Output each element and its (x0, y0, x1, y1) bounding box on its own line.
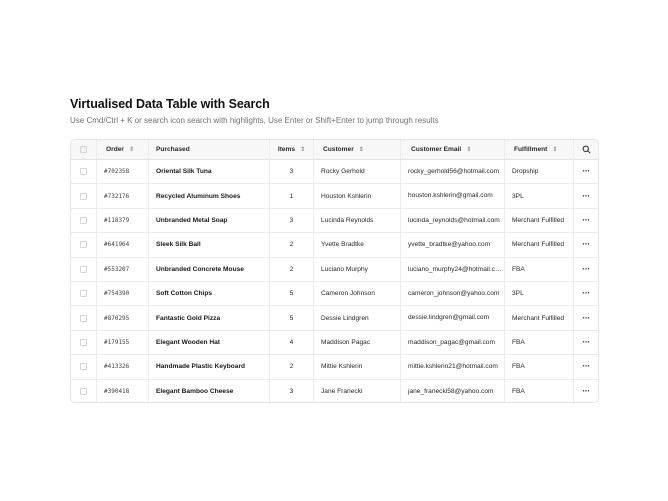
row-checkbox-cell (71, 306, 96, 329)
more-horizontal-icon[interactable]: ··· (582, 361, 590, 372)
table-row[interactable] (71, 209, 598, 233)
items-cell: 2 (269, 355, 313, 378)
row-checkbox-cell (71, 160, 96, 183)
more-horizontal-icon[interactable]: ··· (582, 386, 590, 397)
more-horizontal-icon[interactable]: ··· (582, 239, 590, 250)
row-menu-cell (573, 184, 598, 207)
page-subtitle: Use Cmd/Ctrl + K or search icon search with highlights, Use Enter or Shift+Enter to jump through results (70, 116, 439, 125)
row-menu-cell (573, 331, 598, 354)
table-row[interactable] (71, 380, 598, 403)
purchased-cell: Elegant Bamboo Cheese (148, 380, 269, 403)
customer-cell: Maddison Pagac (313, 331, 400, 354)
select-all-checkbox[interactable] (80, 146, 87, 153)
customer-email-cell: maddison_pagac@gmail.com (400, 331, 504, 354)
more-horizontal-icon[interactable]: ··· (582, 312, 590, 323)
header-checkbox-cell (71, 140, 96, 159)
items-cell: 5 (269, 282, 313, 305)
customer-cell: Jane Franecki (313, 380, 400, 403)
purchased-cell: Unbranded Concrete Mouse (148, 258, 269, 281)
fulfillment-cell: 3PL (504, 184, 573, 207)
row-menu-cell (573, 380, 598, 403)
row-checkbox-cell (71, 233, 96, 256)
row-checkbox-cell (71, 282, 96, 305)
data-table (70, 139, 599, 403)
header-search-cell (573, 140, 598, 159)
row-checkbox-cell (71, 209, 96, 232)
more-horizontal-icon[interactable]: ··· (582, 336, 590, 347)
table-row[interactable] (71, 160, 598, 184)
row-checkbox[interactable] (80, 241, 87, 248)
header-fulfillment-label: Fulfillment (514, 146, 548, 153)
row-checkbox[interactable] (80, 363, 87, 370)
purchased-cell: Oriental Silk Tuna (148, 160, 269, 183)
table-row[interactable] (71, 306, 598, 330)
sort-icon[interactable]: ⇕ (466, 146, 472, 153)
purchased-cell: Recycled Aluminum Shoes (148, 184, 269, 207)
row-checkbox[interactable] (80, 217, 87, 224)
customer-cell: Rocky Gerhold (313, 160, 400, 183)
header-purchased (148, 140, 269, 159)
items-cell: 4 (269, 331, 313, 354)
row-menu-cell (573, 282, 598, 305)
customer-cell: Cameron Johnson (313, 282, 400, 305)
order-cell: #390418 (96, 380, 148, 403)
header-items-label: Items (277, 146, 296, 153)
row-checkbox[interactable] (80, 339, 87, 346)
more-horizontal-icon[interactable]: ··· (582, 288, 590, 299)
fulfillment-cell: Merchant Fulfilled (504, 209, 573, 232)
row-checkbox-cell (71, 331, 96, 354)
items-cell: 2 (269, 258, 313, 281)
sort-icon[interactable]: ⇕ (552, 146, 558, 153)
sort-icon[interactable]: ⇕ (358, 146, 364, 153)
header-order[interactable] (96, 140, 148, 159)
row-menu-cell (573, 306, 598, 329)
table-row[interactable] (71, 331, 598, 355)
row-menu-cell (573, 160, 598, 183)
fulfillment-cell: Merchant Fulfilled (504, 233, 573, 256)
purchased-cell: Elegant Wooden Hat (148, 331, 269, 354)
more-horizontal-icon[interactable]: ··· (582, 263, 590, 274)
items-cell: 2 (269, 233, 313, 256)
row-checkbox[interactable] (80, 193, 87, 200)
row-checkbox[interactable] (80, 168, 87, 175)
more-horizontal-icon[interactable]: ··· (582, 214, 590, 225)
header-items[interactable] (269, 140, 313, 159)
purchased-cell: Sleek Silk Ball (148, 233, 269, 256)
sort-icon[interactable]: ⇕ (300, 146, 306, 153)
customer-cell: Lucinda Reynolds (313, 209, 400, 232)
table-row[interactable] (71, 258, 598, 282)
items-cell: 3 (269, 380, 313, 403)
order-cell: #179155 (96, 331, 148, 354)
fulfillment-cell: Merchant Fulfilled (504, 306, 573, 329)
page-title: Virtualised Data Table with Search (70, 97, 270, 111)
customer-email-cell: lucinda_reynolds@hotmail.com (400, 209, 504, 232)
header-fulfillment[interactable] (504, 140, 573, 159)
purchased-cell: Soft Cotton Chips (148, 282, 269, 305)
order-cell: #641964 (96, 233, 148, 256)
row-menu-cell (573, 355, 598, 378)
row-menu-cell (573, 258, 598, 281)
row-checkbox[interactable] (80, 388, 87, 395)
header-email-label: Customer Email (411, 146, 462, 153)
header-customer-email[interactable] (400, 140, 504, 159)
row-menu-cell (573, 209, 598, 232)
sort-icon[interactable]: ⇕ (128, 146, 134, 153)
items-cell: 3 (269, 209, 313, 232)
row-checkbox[interactable] (80, 290, 87, 297)
fulfillment-cell: FBA (504, 258, 573, 281)
search-icon[interactable] (582, 145, 591, 154)
purchased-cell: Handmade Plastic Keyboard (148, 355, 269, 378)
customer-email-cell: houston.kshlerin@gmail.com (400, 184, 504, 207)
header-customer[interactable] (313, 140, 400, 159)
fulfillment-cell: Dropship (504, 160, 573, 183)
purchased-cell: Unbranded Metal Soap (148, 209, 269, 232)
customer-cell: Mittie Kshlerin (313, 355, 400, 378)
customer-email-cell: jane_franecki58@yahoo.com (400, 380, 504, 403)
customer-cell: Houston Kshlerin (313, 184, 400, 207)
order-cell: #754390 (96, 282, 148, 305)
customer-cell: Luciano Murphy (313, 258, 400, 281)
row-checkbox-cell (71, 184, 96, 207)
items-cell: 1 (269, 184, 313, 207)
table-row[interactable] (71, 233, 598, 257)
fulfillment-cell: FBA (504, 380, 573, 403)
order-cell: #870295 (96, 306, 148, 329)
order-cell: #732176 (96, 184, 148, 207)
header-customer-label: Customer (323, 146, 354, 153)
row-menu-cell (573, 233, 598, 256)
customer-email-cell: mittie.kshlerin21@hotmail.com (400, 355, 504, 378)
fulfillment-cell: 3PL (504, 282, 573, 305)
table-row[interactable] (71, 184, 598, 208)
more-horizontal-icon[interactable]: ··· (582, 190, 590, 201)
order-cell: #702358 (96, 160, 148, 183)
row-checkbox-cell (71, 380, 96, 403)
items-cell: 5 (269, 306, 313, 329)
items-cell: 3 (269, 160, 313, 183)
table-header-row (71, 140, 598, 160)
customer-email-cell: dessie.lindgren@gmail.com (400, 306, 504, 329)
table-row[interactable] (71, 355, 598, 379)
order-cell: #553207 (96, 258, 148, 281)
customer-email-cell: luciano_murphy24@hotmail.com (400, 258, 504, 281)
row-checkbox[interactable] (80, 266, 87, 273)
order-cell: #118379 (96, 209, 148, 232)
customer-cell: Dessie Lindgren (313, 306, 400, 329)
fulfillment-cell: FBA (504, 331, 573, 354)
header-order-label: Order (106, 146, 124, 153)
more-horizontal-icon[interactable]: ··· (582, 166, 590, 177)
fulfillment-cell: FBA (504, 355, 573, 378)
customer-email-cell: rocky_gerhold56@hotmail.com (400, 160, 504, 183)
customer-cell: Yvette Bradtke (313, 233, 400, 256)
table-row[interactable] (71, 282, 598, 306)
order-cell: #413326 (96, 355, 148, 378)
customer-email-cell: yvette_bradtke@yahoo.com (400, 233, 504, 256)
purchased-cell: Fantastic Gold Pizza (148, 306, 269, 329)
customer-email-cell: cameron_johnson@yahoo.com (400, 282, 504, 305)
row-checkbox[interactable] (80, 315, 87, 322)
row-checkbox-cell (71, 258, 96, 281)
row-checkbox-cell (71, 355, 96, 378)
header-purchased-label: Purchased (156, 146, 190, 153)
